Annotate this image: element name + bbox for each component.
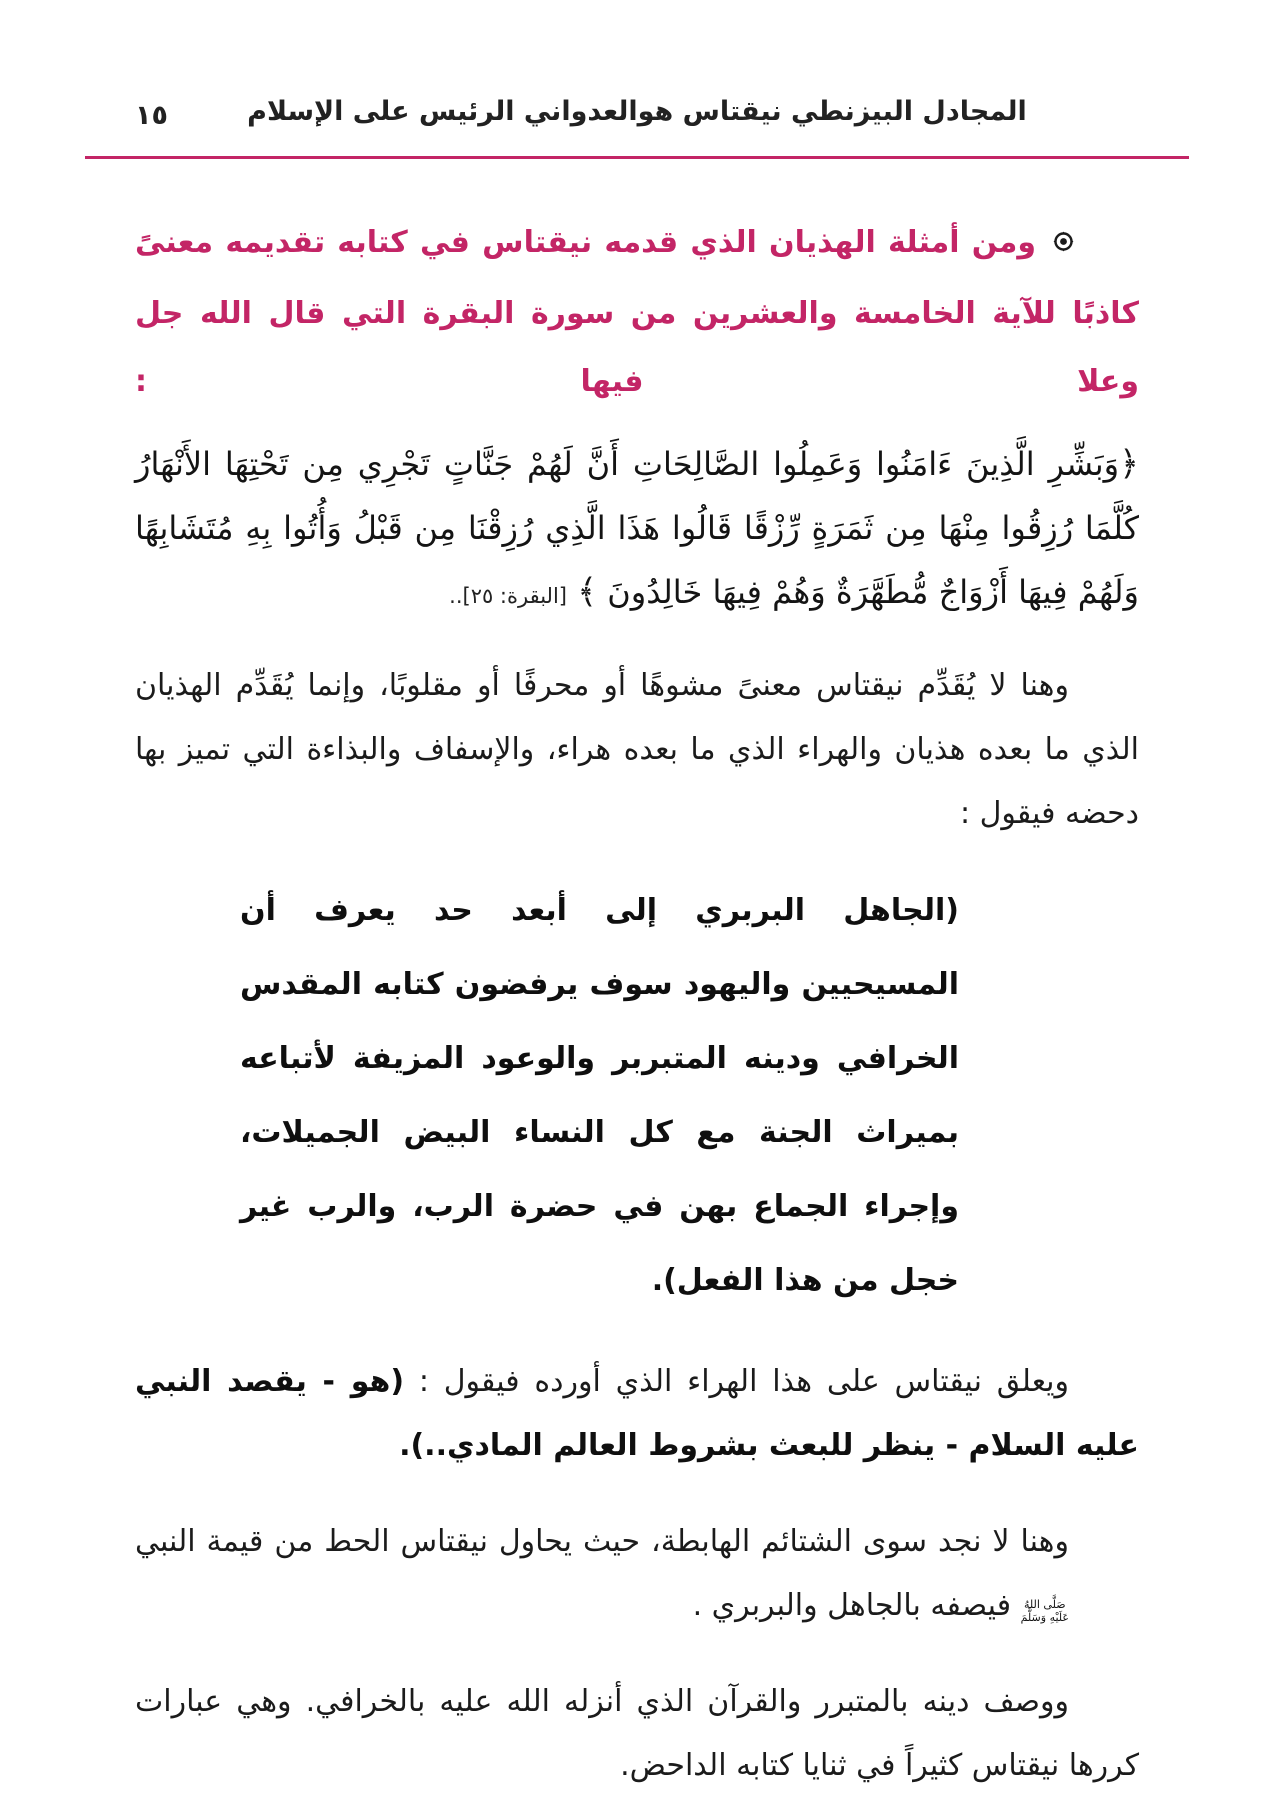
pbuh-ligature [1021, 1598, 1139, 1624]
verse-close-bracket-icon: ﴾ [577, 572, 598, 612]
closing-paragraph: ووصف دينه بالمتبرر والقرآن الذي أنزله الله عليه بالخرافي. وهي عبارات كررها نيقتاس كثيراً في ثنايا كتابه الداحض. [135, 1684, 1139, 1783]
verse-open-bracket-icon: ﴿ [1119, 444, 1139, 484]
pbuh-line1: صَلَّى اللهُ [1023, 1598, 1066, 1611]
intro-text: ومن أمثلة الهذيان الذي قدمه نيقتاس في كتابه تقديمه معنىً كاذبًا للآية الخامسة والعشرين من سورة البقرة التي قال الله جل وعلا فيها : [135, 225, 1139, 399]
commentary-paragraph: وهنا لا يُقَدِّم نيقتاس معنىً مشوهًا أو محرفًا أو مقلوبًا، وإنما يُقَدِّم الهذيان الذي ما بعده هذيان والهراء الذي ما بعده هراء، والإسفاف والبذاءة التي تميز بها دحضه فيقول : [135, 668, 1139, 831]
header-title: المجادل البيزنطي نيقتاس هوالعدواني الرئيس على الإسلام [247, 96, 1027, 127]
page-header [0, 0, 1274, 142]
quoted-passage: (الجاهل البربري إلى أبعد حد يعرف أن المسيحيين واليهود سوف يرفضون كتابه المقدس الخرافي ودينه المتبربر والوعود المزيفة لأتباعه بميراث الجنة مع كل النساء البيض الجميلات، وإجراء الجماع بهن في حضرة الرب، والرب غير خجل من هذا الفعل). [240, 893, 959, 1298]
verse-text: وَبَشِّرِ الَّذِينَ ءَامَنُوا وَعَمِلُوا الصَّالِحَاتِ أَنَّ لَهُمْ جَنَّاتٍ تَجْرِي مِن تَحْتِهَا الأَنْهَارُ كُلَّمَا رُزِقُوا مِنْهَا مِن ثَمَرَةٍ رِّزْقًا قَالُوا هَذَا الَّذِي رُزِقْنَا مِن قَبْلُ وَأُتُوا بِهِ مُتَشَابِهًا وَلَهُمْ فِيهَا أَزْوَاجٌ مُّطَهَّرَةٌ وَهُمْ فِيهَا خَالِدُونَ [135, 445, 1139, 611]
header-rule-divider [85, 156, 1189, 159]
insults-paragraph [135, 1510, 1139, 1638]
rub-el-hizb-icon [1050, 212, 1077, 280]
verse-citation: [البقرة: ٢٥].. [449, 584, 567, 608]
quran-verse [135, 432, 1139, 628]
reply-lead-text: ويعلق نيقتاس على هذا الهراء الذي أورده فيقول : [404, 1364, 1070, 1399]
intro-paragraph [135, 209, 1139, 416]
page-content [0, 209, 1274, 1798]
reply-paragraph [135, 1350, 1139, 1478]
page-number: ١٥ [135, 100, 168, 131]
pbuh-line2: عَلَيْهِ وَسَلَّمَ [1020, 1611, 1069, 1624]
insults-text-before: وهنا لا نجد سوى الشتائم الهابطة، حيث يحاول نيقتاس الحط من قيمة النبي [135, 1524, 1069, 1559]
reply-quote-text: (هو - يقصد النبي عليه السلام - ينظر للبعث بشروط العالم المادي..). [135, 1364, 1139, 1463]
insults-text-after: فيصفه بالجاهل والبربري . [692, 1588, 1021, 1623]
